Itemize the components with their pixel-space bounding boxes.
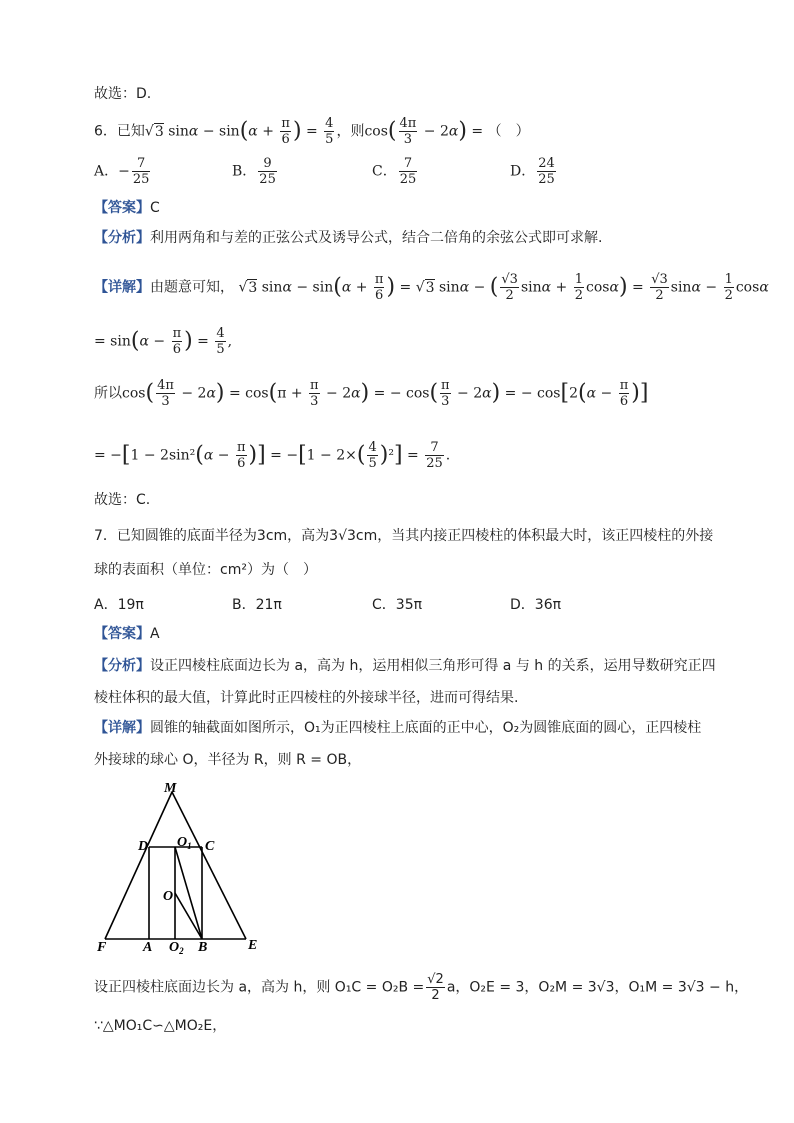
q6-choice: 故选：C.: [94, 492, 151, 508]
q7-answer: 【答案】A: [94, 626, 160, 642]
q6-detail-line2: = sin(α − $\frac{\pi}{6}$ ) = $\frac{4}{5}$ ,: [94, 326, 233, 357]
q6-option-b: B． $\frac{9}{25}$: [232, 156, 276, 187]
label-f: F: [97, 940, 107, 955]
segment-o1b: [175, 847, 202, 939]
label-o1: $O_1$: [177, 835, 192, 851]
q6-analysis: 【分析】利用两角和与差的正弦公式及诱导公式，结合二倍角的余弦公式即可求解.: [94, 230, 603, 246]
label-b: B: [198, 940, 208, 955]
label-c: C: [205, 839, 215, 854]
q6-stem: 6．已知√3 sinα − sin(α + $\frac{\pi}{6}$ ) = $\frac{4}{5}$ ，则cos( $\frac{4\pi}{3}$ − 2α) = （ ）: [94, 116, 530, 147]
label-m: M: [164, 781, 177, 796]
q7-stem-line2: 球的表面积（单位：cm²）为（ ）: [94, 562, 317, 578]
q7-detail-line3: 设正四棱柱底面边长为 a，高为 h，则 O₁C = O₂B = $\frac{√2}{2}$ a，O₂E = 3，O₂M = 3√3，O₁M = 3√3 − h，: [94, 972, 749, 1003]
q6-option-a: A．− $\frac{7}{25}$: [94, 156, 150, 187]
q7-detail-line1: 【详解】圆锥的轴截面如图所示，O₁为正四棱柱上底面的正中心，O₂为圆锥底面的圆心，正四棱柱: [94, 720, 702, 736]
q7-detail-line2: 外接球的球心 O，半径为 R，则 R = OB，: [94, 752, 362, 768]
q7-analysis-line1: 【分析】设正四棱柱底面边长为 a，高为 h，运用相似三角形可得 a 与 h 的关系，运用导数研究正四: [94, 658, 716, 674]
q7-option-d: D．36π: [510, 597, 562, 613]
edge-mf: [105, 792, 172, 939]
q6-detail-line3: 所以cos( $\frac{4\pi}{3}$ − 2α) = cos(π + $\frac{\pi}{3}$ − 2α) = − cos( $\frac{\pi}{3}$ − 2α) = − cos[2(α − $\frac{\pi}{6}$ )]: [94, 378, 649, 409]
label-e: E: [248, 938, 258, 953]
q6-answer: 【答案】C: [94, 200, 160, 216]
label-d: D: [138, 839, 149, 854]
q7-option-c: C．35π: [372, 597, 423, 613]
cone-section-figure: [94, 776, 274, 958]
q6-detail-line4: = −[1 − 2sin²(α − $\frac{\pi}{6}$ )] = −[1 − 2×( $\frac{4}{5}$ )²] = $\frac{7}{25}$ .: [94, 440, 451, 471]
label-o: O: [163, 889, 174, 904]
segment-ob: [175, 893, 202, 939]
edge-me: [172, 792, 246, 939]
label-o2: $O_2$: [169, 940, 184, 956]
q7-analysis-line2: 棱柱体积的最大值，计算此时正四棱柱的外接球半径，进而可得结果.: [94, 690, 519, 706]
q7-detail-line4: ∵△MO₁C∽△MO₂E，: [94, 1018, 227, 1034]
q7-stem-line1: 7．已知圆锥的底面半径为3cm，高为3√3cm，当其内接正四棱柱的体积最大时，该正四棱柱的外接: [94, 528, 714, 544]
q6-detail-line1: 【详解】由题意可知， √3 sinα − sin(α + $\frac{\pi}{6}$ ) = √3 sinα − ( $\frac{√3}{2}$ sinα + $\frac{1}{2}$ cosα) = $\frac{√3}{2}$ sinα − $\frac{1}{2}$ cosα: [94, 272, 769, 303]
q7-option-b: B．21π: [232, 597, 282, 613]
q6-option-c: C． $\frac{7}{25}$: [372, 156, 417, 187]
previous-choice: 故选：D.: [94, 86, 152, 102]
q6-option-d: D． $\frac{24}{25}$: [510, 156, 555, 187]
label-a: A: [143, 940, 153, 955]
q7-option-a: A．19π: [94, 597, 144, 613]
